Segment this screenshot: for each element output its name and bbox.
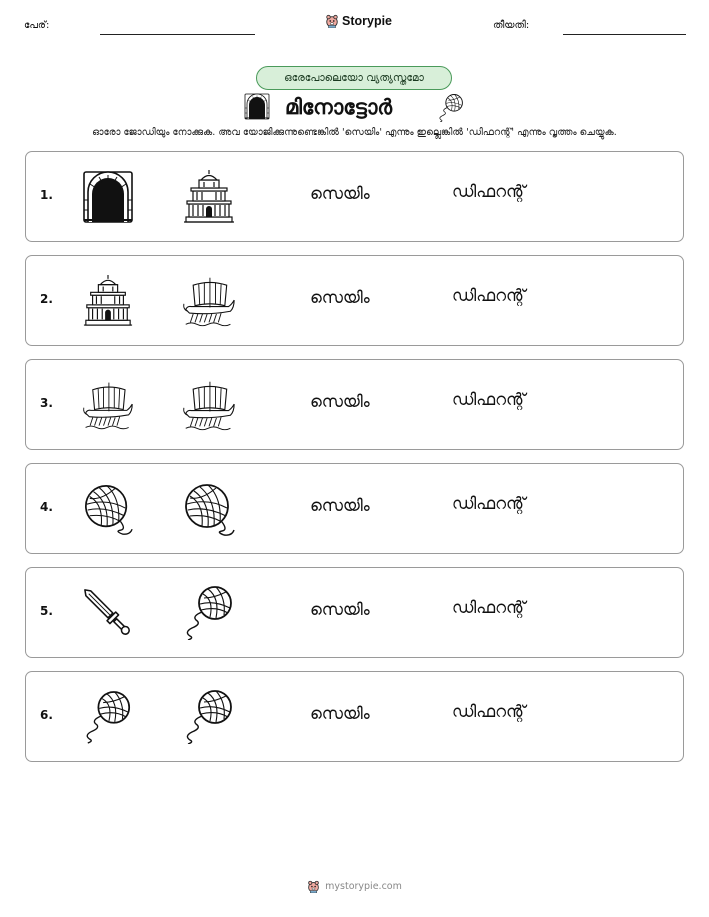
question-number: 5. [40, 604, 53, 618]
name-label: പേര്: [24, 20, 50, 31]
page-title: മിനോട്ടോർ [285, 95, 393, 119]
arch-icon [82, 170, 134, 224]
subtitle-text: ഒരേപോലെയോ വ്യത്യസ്തമോ [284, 71, 424, 84]
same-option[interactable]: സെയിം [310, 288, 370, 307]
sword-icon [82, 586, 134, 640]
different-option[interactable]: ഡിഫറന്റ് [452, 494, 526, 513]
same-option[interactable]: സെയിം [310, 704, 370, 723]
temple-icon [182, 170, 236, 224]
thread-ball-icon [182, 586, 236, 640]
question-row [25, 567, 684, 658]
temple-icon [82, 274, 134, 328]
different-option[interactable]: ഡിഫറന്റ് [452, 286, 526, 305]
thread-ball-icon [182, 690, 236, 744]
same-option[interactable]: സെയിം [310, 600, 370, 619]
footer [0, 880, 709, 893]
different-option[interactable]: ഡിഫറന്റ് [452, 182, 526, 201]
mascot-icon [325, 14, 339, 28]
footer-site[interactable]: mystorypie.com [325, 881, 402, 892]
question-number: 2. [40, 292, 53, 306]
ship-icon [82, 378, 134, 432]
question-row [25, 359, 684, 450]
worksheet-header [0, 14, 709, 38]
name-line [100, 34, 255, 35]
thread-ball-icon [82, 690, 134, 744]
question-number: 4. [40, 500, 53, 514]
yarn-ball-icon [182, 482, 236, 536]
different-option[interactable]: ഡിഫറന്റ് [452, 702, 526, 721]
different-option[interactable]: ഡിഫറന്റ് [452, 390, 526, 409]
question-row [25, 671, 684, 762]
title-row [0, 91, 709, 123]
arch-icon [244, 93, 270, 120]
ship-icon [182, 274, 236, 328]
brand-name: Storypie [342, 14, 393, 28]
date-line [563, 34, 686, 35]
same-option[interactable]: സെയിം [310, 392, 370, 411]
brand-logo [325, 14, 392, 28]
question-number: 1. [40, 188, 53, 202]
question-number: 3. [40, 396, 53, 410]
same-option[interactable]: സെയിം [310, 184, 370, 203]
different-option[interactable]: ഡിഫറന്റ് [452, 598, 526, 617]
question-row [25, 151, 684, 242]
question-row [25, 255, 684, 346]
question-row [25, 463, 684, 554]
mascot-icon [307, 880, 320, 893]
same-option[interactable]: സെയിം [310, 496, 370, 515]
question-number: 6. [40, 708, 53, 722]
subtitle-pill [256, 66, 452, 90]
instructions: ഓരോ ജോഡിയും നോക്കുക. അവ യോജിക്കുന്നുണ്ടെങ്കിൽ 'സെയിം' എന്നും ഇല്ലെങ്കിൽ 'ഡിഫറന്റ്' എന്നും വൃത്തം ചെയ്യുക. [92, 127, 617, 138]
thread-ball-icon [437, 94, 465, 122]
date-label: തീയതി: [493, 20, 530, 31]
yarn-ball-icon [82, 482, 134, 536]
ship-icon [182, 378, 236, 432]
